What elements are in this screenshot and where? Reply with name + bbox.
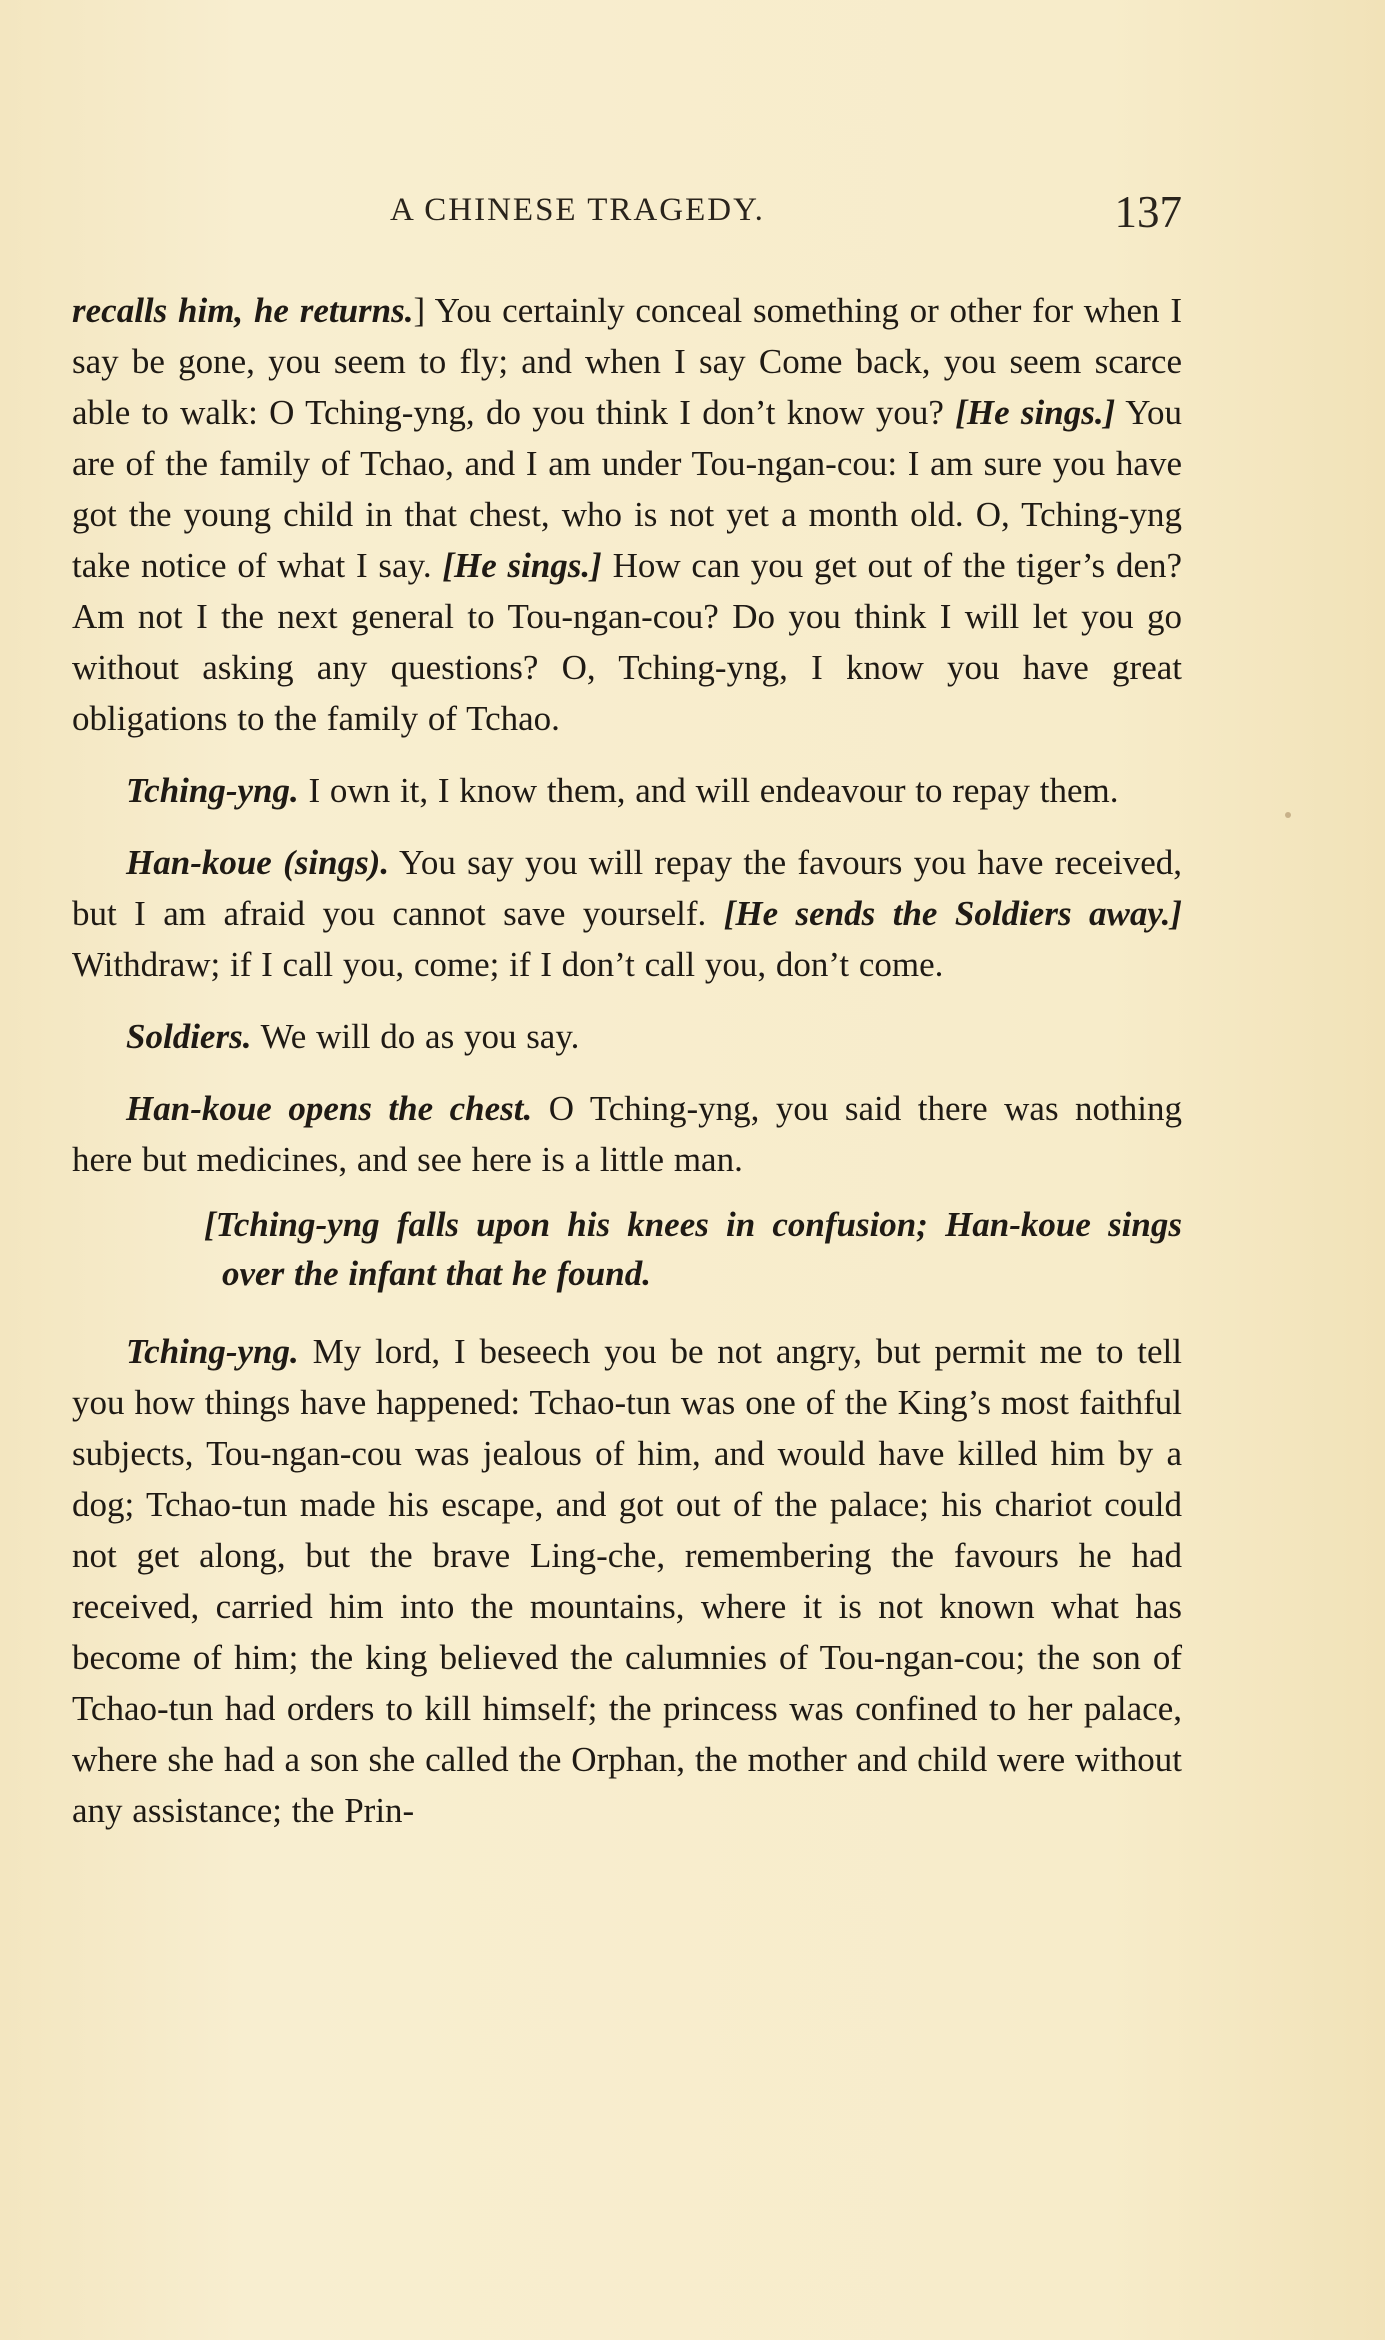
stage-direction: [He sings.] (442, 546, 602, 585)
paragraph-han-koue-chest (72, 1083, 1182, 1185)
stage-direction: [He sends the Soldiers away.] (723, 894, 1182, 933)
speaker-name: Soldiers. (126, 1017, 252, 1056)
paragraph-soldiers (72, 1011, 1182, 1062)
dialogue-text: You certainly conceal something or other for when I say be gone, you seem to fly; and when I say Come back, you seem scarce able to walk: O Tching-yng, do you think I don’t know you? (72, 291, 1182, 432)
paragraph-continuation (72, 285, 1182, 744)
dialogue-text: I own it, I know them, and will endeavour to repay them. (298, 771, 1119, 810)
stage-direction: [He sings.] (955, 393, 1116, 432)
margin-speck (1285, 812, 1291, 818)
dialogue-text: You say you will repay the favours you have received, but I am afraid you cannot save yourself. (72, 843, 1182, 933)
page-header (72, 188, 1182, 248)
stage-direction: recalls him, he returns. (72, 291, 414, 330)
page-number: 137 (1114, 187, 1182, 237)
paragraph-tching-yng-speech (72, 1326, 1182, 1836)
paragraph-han-koue (72, 837, 1182, 990)
paragraph-tching-yng (72, 765, 1182, 816)
dialogue-text: O Tching-yng, you said there was nothing here but medicines, and see here is a little man. (72, 1089, 1183, 1179)
body-text (72, 285, 1182, 1857)
dialogue-text: We will do as you say. (251, 1017, 580, 1056)
running-head: A CHINESE TRAGEDY. (390, 192, 765, 228)
stage-direction-block: [Tching-yng falls upon his knees in confusion; Han-koue sings over the infant that he found. (204, 1205, 1182, 1293)
speaker-name: Han-koue (sings). (126, 843, 390, 882)
dialogue-text: You are of the family of Tchao, and I am under Tou-ngan-cou: I am sure you have got the young child in that chest, who is not yet a month old. O, Tching-yng take notice of what I say. (72, 393, 1182, 585)
speaker-name: Han-koue opens the chest. (126, 1089, 533, 1128)
speaker-name: Tching-yng. (126, 1332, 299, 1371)
bracket: ] (413, 291, 426, 330)
dialogue-text: My lord, I beseech you be not angry, but permit me to tell you how things have happened: Tchao-tun was one of the King’s most faithful subjects, Tou-ngan-cou was jealous of him, and would have killed him by a dog; Tchao-tun made his escape, and got out of the palace; his chariot could not get along, but the brave Ling-che, remembering the favours he had received, carried him into the mountains, where it is not known what has become of him; the king believed the calumnies of Tou-ngan-cou; the son of Tchao-tun had orders to kill himself; the princess was confined to her palace, where she had a son she called the Orphan, the mother and child were without any assistance; the Prin- (72, 1332, 1182, 1830)
speaker-name: Tching-yng. (126, 771, 299, 810)
dialogue-text: How can you get out of the tiger’s den? Am not I the next general to Tou-ngan-cou? Do you think I will let you go without asking any questions? O, Tching-yng, I know you have great obligations to the family of Tchao. (72, 546, 1183, 738)
dialogue-text: Withdraw; if I call you, come; if I don’t call you, don’t come. (72, 945, 944, 984)
